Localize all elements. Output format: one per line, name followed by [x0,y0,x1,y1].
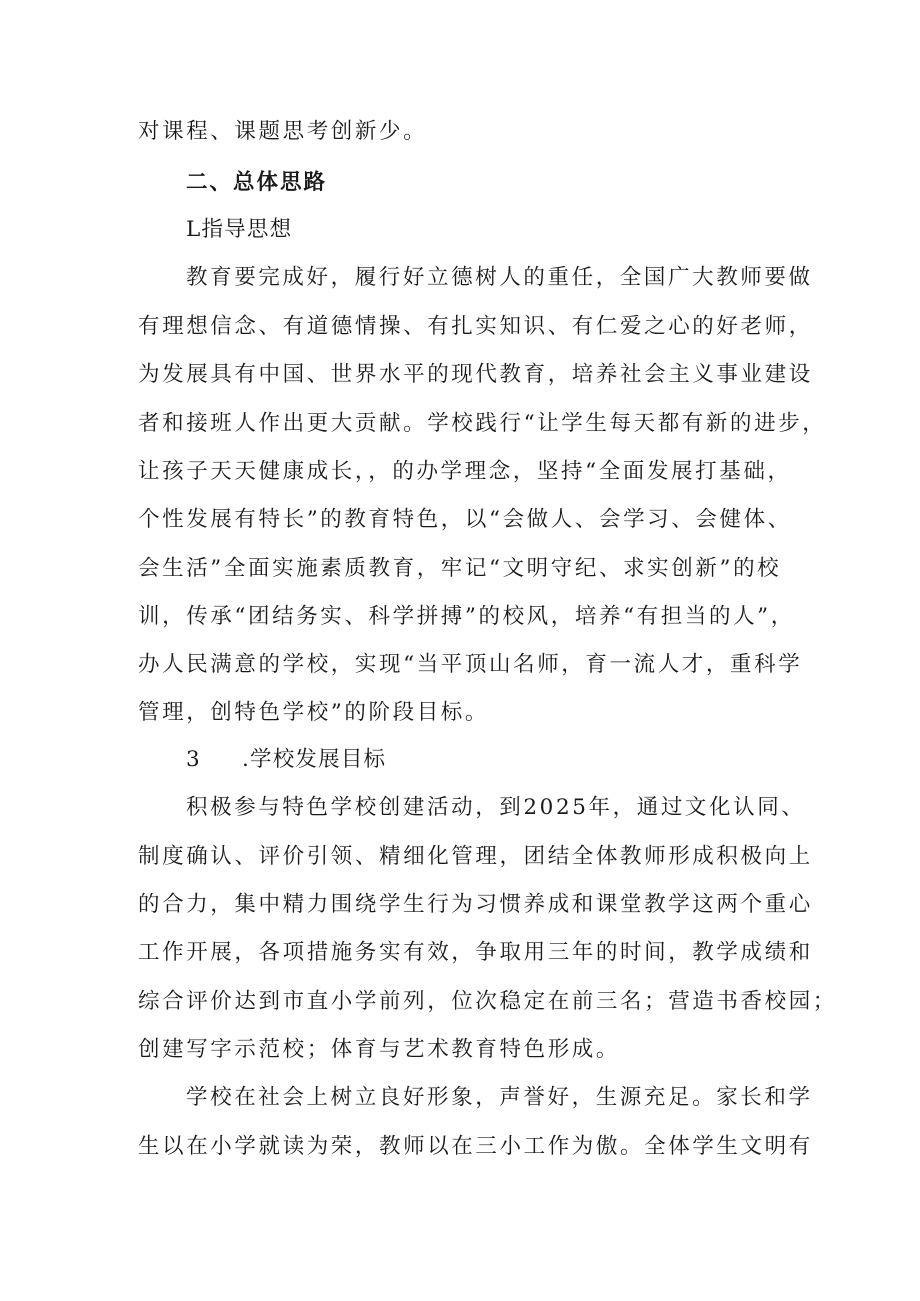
paragraph-line: 管理，创特色学校”的阶段目标。 [138,700,489,725]
paragraph-line: 积极参与特色学校创建活动，到2025年，通过文化认同、 [186,795,806,820]
paragraph-line: 者和接班人作出更大贡献。学校践行“让学生每天都有新的进步， [138,411,827,436]
paragraph-line: 的合力，集中精力围绕学生行为习惯养成和课堂教学这两个重心 [138,892,813,917]
paragraph-line: 教育要完成好，履行好立德树人的重任，全国广大教师要做 [186,265,813,290]
paragraph-line: 会生活”全面实施素质教育，牢记“文明守纪、求实创新”的校 [138,556,782,581]
subsection-heading: L指导思想 [186,217,293,242]
paragraph-line: 训，传承“团结务实、科学拼搏”的校风，培养“有担当的人”， [138,604,795,629]
subsection-number: 3 [186,747,201,772]
section-heading: 二、总体思路 [186,170,328,195]
paragraph-line: 让孩子天天健康成长，，的办学理念，坚持“全面发展打基础， [138,459,792,484]
paragraph-line: 生以在小学就读为荣，教师以在三小工作为傲。全体学生文明有 [138,1134,813,1159]
paragraph-line: 创建写字示范校；体育与艺术教育特色形成。 [138,1037,621,1062]
paragraph-line: 有理想信念、有道德情操、有扎实知识、有仁爱之心的好老师， [138,314,813,339]
paragraph-line: 综合评价达到市直小学前列，位次稳定在前三名；营造书香校园； [138,989,837,1014]
paragraph-line: 制度确认、评价引领、精细化管理，团结全体教师形成积极向上 [138,844,813,869]
subsection-heading [186,746,386,774]
subsection-title: .学校发展目标 [242,747,387,772]
paragraph-line: 为发展具有中国、世界水平的现代教育，培养社会主义事业建设 [138,362,813,387]
paragraph-line: 对课程、课题思考创新少。 [138,119,428,144]
paragraph-line: 学校在社会上树立良好形象，声誉好，生源充足。家长和学 [186,1085,813,1110]
paragraph-line: 个性发展有特长”的教育特色，以“会做人、会学习、会健体、 [138,507,792,532]
paragraph-line: 工作开展，各项措施务实有效，争取用三年的时间，教学成绩和 [138,940,813,965]
paragraph-line: 办人民满意的学校，实现“当平顶山名师，育一流人才，重科学 [138,652,803,677]
